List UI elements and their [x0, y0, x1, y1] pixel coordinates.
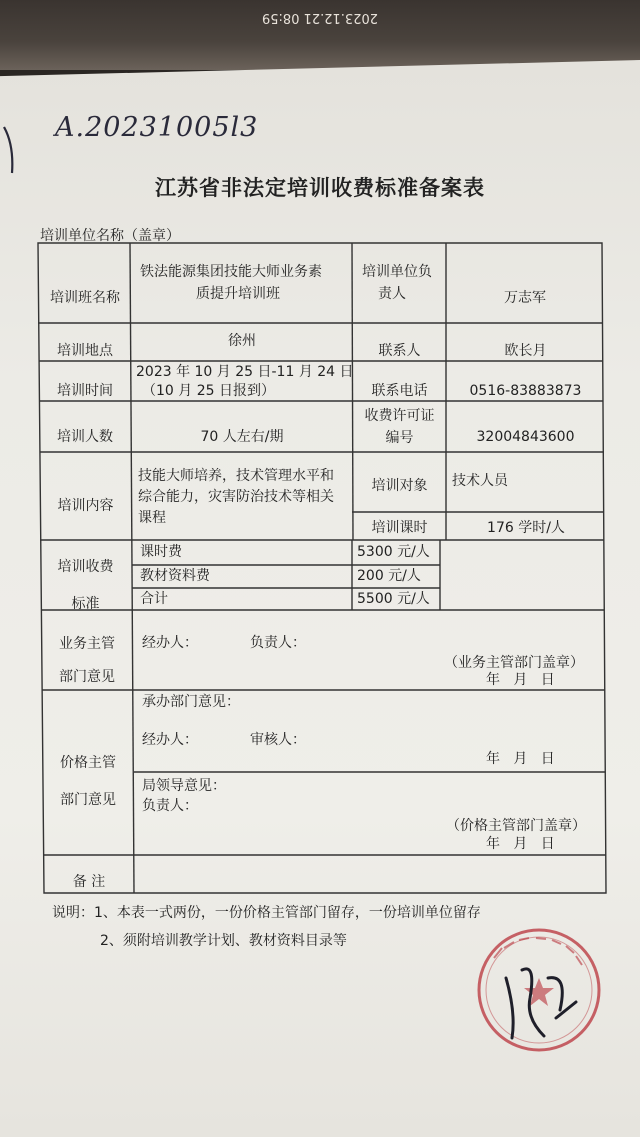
price-responsible: 负责人：: [142, 798, 198, 814]
fee-item-name: 教材资料费: [140, 568, 210, 584]
biz-date: 年 月 日: [486, 672, 555, 688]
price-reviewer: 审核人：: [250, 732, 306, 748]
price-bureau-opinion: 局领导意见：: [142, 778, 226, 794]
biz-seal: （业务主管部门盖章）: [444, 655, 584, 671]
document-title: 江苏省非法定培训收费标准备案表: [155, 176, 485, 200]
note-line2: 2、须附培训教学计划、教材资料目录等: [100, 933, 347, 949]
class-name-line1: 铁法能源集团技能大师业务素: [140, 264, 322, 280]
time-line1: 2023 年 10 月 25 日-11 月 24 日: [136, 364, 354, 380]
fee-label-line2: 标准: [71, 596, 100, 612]
fee-item-name: 合计: [140, 591, 168, 607]
timestamp-text: 2023.12.21 08:59: [261, 10, 379, 25]
price-date2: 年 月 日: [486, 836, 555, 852]
count-label: 培训人数: [57, 429, 113, 445]
biz-responsible: 负责人：: [250, 635, 306, 651]
phone-value: 0516-83883873: [469, 383, 582, 399]
price-label-line2: 部门意见: [60, 792, 116, 808]
content-line2: 综合能力，灾害防治技术等相关: [138, 489, 334, 505]
note-line1: 说明：1、本表一式两份，一份价格主管部门留存，一份培训单位留存: [52, 905, 481, 921]
red-seal-stamp-icon: [464, 918, 614, 1068]
hours-value: 176 学时/人: [487, 520, 565, 536]
content-line1: 技能大师培养，技术管理水平和: [138, 468, 334, 484]
class-name-label: 培训班名称: [50, 290, 120, 306]
fee-item-amount: 5500 元/人: [357, 591, 430, 607]
location-label: 培训地点: [57, 343, 113, 359]
license-value: 32004843600: [476, 429, 575, 445]
location-value: 徐州: [228, 333, 256, 349]
content-line3: 课程: [138, 510, 166, 526]
time-line2: （10 月 25 日报到）: [142, 383, 275, 399]
biz-handler: 经办人：: [142, 635, 198, 651]
handwritten-code: A.20231005l3: [55, 112, 259, 143]
price-label-line1: 价格主管: [60, 755, 116, 771]
price-handler: 经办人：: [142, 732, 198, 748]
leader-label-line1: 培训单位负: [362, 264, 432, 280]
target-value: 技术人员: [452, 473, 508, 489]
fee-item-amount: 200 元/人: [357, 568, 421, 584]
license-label-line2: 编号: [385, 430, 414, 446]
time-label: 培训时间: [57, 383, 113, 399]
fee-label-line1: 培训收费: [57, 559, 114, 575]
price-dept-opinion: 承办部门意见：: [142, 694, 240, 710]
leader-label-line2: 责人: [378, 286, 406, 302]
fee-item-amount: 5300 元/人: [357, 544, 430, 560]
content-label: 培训内容: [57, 498, 114, 514]
price-seal: （价格主管部门盖章）: [446, 818, 586, 834]
contact-label: 联系人: [378, 343, 421, 359]
target-label: 培训对象: [371, 478, 428, 494]
contact-value: 欧长月: [504, 343, 547, 359]
biz-label-line2: 部门意见: [59, 669, 115, 685]
fee-item-name: 课时费: [140, 544, 182, 560]
hours-label: 培训课时: [371, 520, 428, 536]
remark-label: 备 注: [72, 874, 106, 890]
license-label-line1: 收费许可证: [364, 408, 435, 424]
class-name-line2: 质提升培训班: [196, 286, 280, 302]
unit-name-label: 培训单位名称（盖章）: [40, 228, 180, 244]
phone-label: 联系电话: [371, 383, 428, 399]
price-date1: 年 月 日: [486, 751, 555, 767]
biz-label-line1: 业务主管: [59, 636, 115, 652]
count-value: 70 人左右/期: [200, 429, 284, 445]
leader-value: 万志军: [504, 290, 546, 306]
